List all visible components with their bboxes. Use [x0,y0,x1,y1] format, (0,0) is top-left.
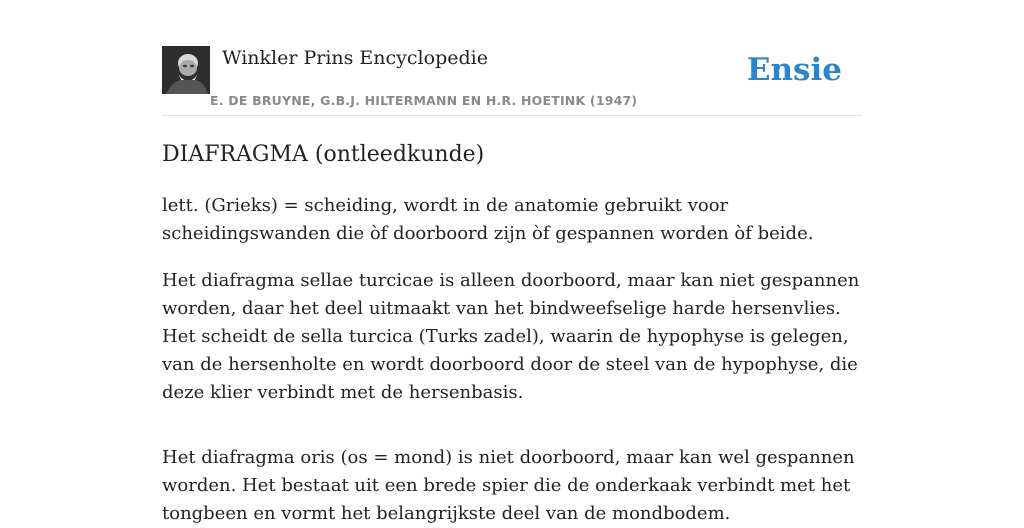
entry-paragraph: Het diafragma sellae turcicae is alleen doorboord, maar kan niet gespannen worden, daar het deel uitmaakt van het bindweefselige harde hersenvlies. Het scheidt de sella turcica (Turks zadel), waarin de hypophyse is gelegen, van de hersenholte en wordt doorboord door de steel van de hypophyse, die deze klier verbindt met de hersenbasis. [162,270,860,403]
author-avatar-icon[interactable] [162,46,210,94]
page [162,0,862,528]
publication-header [162,46,862,116]
entry-title: DIAFRAGMA (ontleedkunde) [162,142,485,167]
brand-logo-link[interactable]: Ensie [746,52,842,88]
entry-paragraph: Het diafragma oris (os = mond) is niet doorboord, maar kan wel gespannen worden. Het bestaat uit een brede spier die de onderkaak verbindt met het tongbeen en vormt het belangrijkste deel van de mondbodem. [162,447,855,524]
publication-title[interactable]: Winkler Prins Encyclopedie [222,47,488,69]
publication-authors: E. DE BRUYNE, G.B.J. HILTERMANN EN H.R. HOETINK (1947) [210,93,638,108]
entry-body [162,192,862,528]
entry-paragraph: lett. (Grieks) = scheiding, wordt in de anatomie gebruikt voor scheidingswanden die òf doorboord zijn òf gespannen worden òf beide. [162,195,814,244]
